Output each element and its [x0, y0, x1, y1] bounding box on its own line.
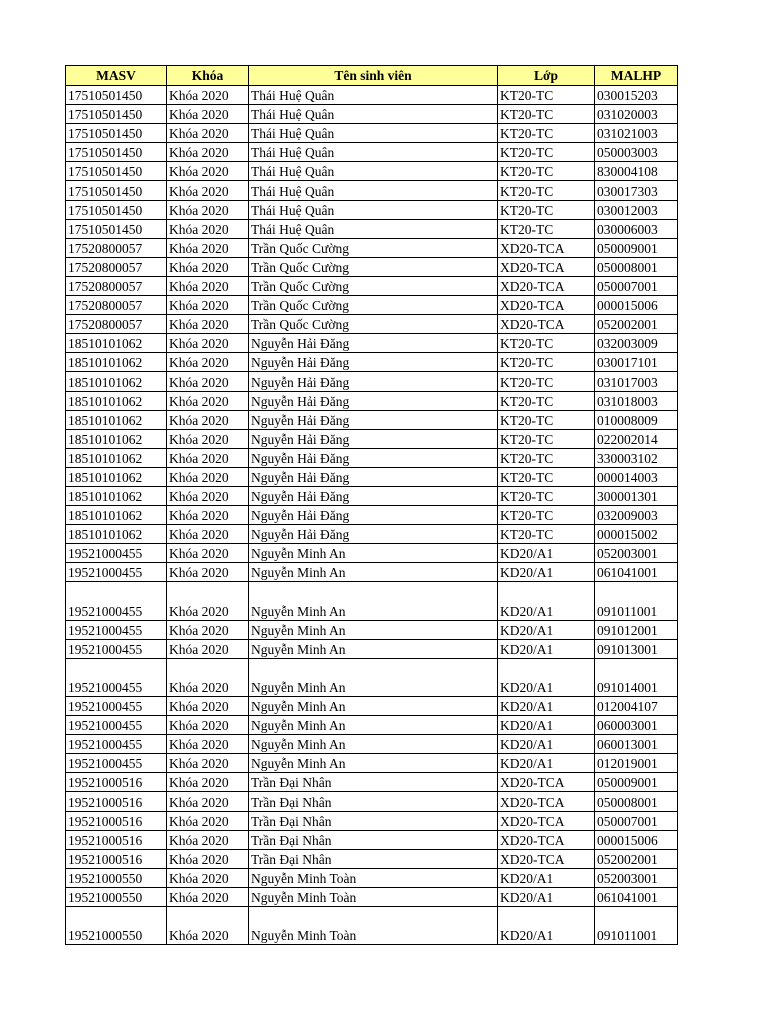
cell-ten-sinh-vien: Trần Quốc Cường: [249, 315, 498, 334]
table-row: [66, 372, 678, 391]
cell-khoa: Khóa 2020: [167, 907, 249, 945]
cell-lop: KT20-TC: [498, 391, 595, 410]
cell-masv: 19521000455: [66, 563, 167, 582]
cell-ten-sinh-vien: Trần Đại Nhân: [249, 811, 498, 830]
cell-masv: 19521000455: [66, 735, 167, 754]
cell-lop: XD20-TCA: [498, 276, 595, 295]
table-row: [66, 391, 678, 410]
cell-lop: KD20/A1: [498, 716, 595, 735]
table-header: [66, 66, 678, 86]
cell-lop: KT20-TC: [498, 334, 595, 353]
cell-lop: KD20/A1: [498, 563, 595, 582]
table-row: [66, 429, 678, 448]
cell-malhp: 061041001: [595, 563, 678, 582]
cell-malhp: 052002001: [595, 849, 678, 868]
cell-masv: 19521000516: [66, 773, 167, 792]
table-row: [66, 467, 678, 486]
cell-lop: KD20/A1: [498, 868, 595, 887]
cell-malhp: 000015002: [595, 525, 678, 544]
cell-khoa: Khóa 2020: [167, 257, 249, 276]
cell-ten-sinh-vien: Nguyễn Minh Toàn: [249, 887, 498, 906]
header-row: [66, 66, 678, 86]
cell-malhp: 091013001: [595, 639, 678, 658]
cell-lop: XD20-TCA: [498, 238, 595, 257]
cell-khoa: Khóa 2020: [167, 467, 249, 486]
cell-lop: XD20-TCA: [498, 830, 595, 849]
cell-masv: 19521000455: [66, 544, 167, 563]
cell-lop: KT20-TC: [498, 200, 595, 219]
table-row: [66, 830, 678, 849]
cell-malhp: 052003001: [595, 868, 678, 887]
cell-khoa: Khóa 2020: [167, 105, 249, 124]
cell-masv: 17520800057: [66, 296, 167, 315]
cell-khoa: Khóa 2020: [167, 296, 249, 315]
cell-ten-sinh-vien: Nguyễn Hải Đăng: [249, 525, 498, 544]
table-row: [66, 754, 678, 773]
cell-khoa: Khóa 2020: [167, 124, 249, 143]
cell-masv: 18510101062: [66, 486, 167, 505]
cell-lop: KD20/A1: [498, 658, 595, 696]
cell-ten-sinh-vien: Nguyễn Minh An: [249, 716, 498, 735]
table-row: [66, 334, 678, 353]
cell-masv: 19521000516: [66, 849, 167, 868]
table-row: [66, 697, 678, 716]
cell-ten-sinh-vien: Thái Huệ Quân: [249, 162, 498, 181]
table-row: [66, 887, 678, 906]
cell-lop: KT20-TC: [498, 105, 595, 124]
cell-masv: 18510101062: [66, 467, 167, 486]
cell-malhp: 050009001: [595, 238, 678, 257]
cell-ten-sinh-vien: Nguyễn Minh An: [249, 582, 498, 620]
table-row: [66, 448, 678, 467]
cell-masv: 19521000455: [66, 658, 167, 696]
cell-khoa: Khóa 2020: [167, 372, 249, 391]
cell-ten-sinh-vien: Trần Đại Nhân: [249, 773, 498, 792]
student-course-table: [65, 65, 678, 945]
cell-lop: KD20/A1: [498, 639, 595, 658]
cell-malhp: 031017003: [595, 372, 678, 391]
cell-malhp: 030017101: [595, 353, 678, 372]
cell-malhp: 000015006: [595, 296, 678, 315]
cell-masv: 19521000455: [66, 620, 167, 639]
cell-malhp: 030017303: [595, 181, 678, 200]
cell-masv: 18510101062: [66, 506, 167, 525]
cell-khoa: Khóa 2020: [167, 181, 249, 200]
cell-masv: 17510501450: [66, 219, 167, 238]
cell-khoa: Khóa 2020: [167, 162, 249, 181]
cell-malhp: 031018003: [595, 391, 678, 410]
cell-masv: 19521000455: [66, 754, 167, 773]
cell-malhp: 052003001: [595, 544, 678, 563]
cell-masv: 17520800057: [66, 238, 167, 257]
cell-ten-sinh-vien: Thái Huệ Quân: [249, 200, 498, 219]
cell-lop: KT20-TC: [498, 486, 595, 505]
cell-khoa: Khóa 2020: [167, 887, 249, 906]
cell-ten-sinh-vien: Nguyễn Hải Đăng: [249, 372, 498, 391]
cell-masv: 19521000455: [66, 716, 167, 735]
cell-ten-sinh-vien: Trần Quốc Cường: [249, 257, 498, 276]
cell-malhp: 010008009: [595, 410, 678, 429]
table-row: [66, 849, 678, 868]
table-row: [66, 410, 678, 429]
cell-ten-sinh-vien: Trần Đại Nhân: [249, 830, 498, 849]
cell-ten-sinh-vien: Nguyễn Hải Đăng: [249, 486, 498, 505]
cell-masv: 19521000455: [66, 639, 167, 658]
cell-lop: KT20-TC: [498, 467, 595, 486]
cell-ten-sinh-vien: Nguyễn Hải Đăng: [249, 429, 498, 448]
table-row: [66, 639, 678, 658]
cell-lop: KT20-TC: [498, 506, 595, 525]
cell-malhp: 330003102: [595, 448, 678, 467]
cell-khoa: Khóa 2020: [167, 563, 249, 582]
header-ten-sinh-vien: Tên sinh viên: [249, 66, 498, 86]
cell-lop: KT20-TC: [498, 143, 595, 162]
cell-ten-sinh-vien: Nguyễn Minh An: [249, 544, 498, 563]
cell-lop: KD20/A1: [498, 582, 595, 620]
cell-malhp: 060003001: [595, 716, 678, 735]
header-malhp: MALHP: [595, 66, 678, 86]
cell-masv: 17510501450: [66, 200, 167, 219]
cell-lop: KT20-TC: [498, 448, 595, 467]
cell-ten-sinh-vien: Nguyễn Hải Đăng: [249, 353, 498, 372]
cell-masv: 18510101062: [66, 334, 167, 353]
cell-khoa: Khóa 2020: [167, 238, 249, 257]
cell-khoa: Khóa 2020: [167, 849, 249, 868]
table-row: [66, 200, 678, 219]
cell-ten-sinh-vien: Trần Quốc Cường: [249, 276, 498, 295]
cell-malhp: 000015006: [595, 830, 678, 849]
cell-ten-sinh-vien: Nguyễn Hải Đăng: [249, 334, 498, 353]
table-row: [66, 105, 678, 124]
cell-masv: 17520800057: [66, 257, 167, 276]
cell-masv: 18510101062: [66, 410, 167, 429]
cell-malhp: 050008001: [595, 257, 678, 276]
cell-masv: 18510101062: [66, 448, 167, 467]
cell-malhp: 012004107: [595, 697, 678, 716]
cell-malhp: 050003003: [595, 143, 678, 162]
cell-malhp: 031020003: [595, 105, 678, 124]
cell-lop: KT20-TC: [498, 353, 595, 372]
cell-ten-sinh-vien: Nguyễn Minh An: [249, 735, 498, 754]
cell-malhp: 061041001: [595, 887, 678, 906]
cell-khoa: Khóa 2020: [167, 448, 249, 467]
cell-ten-sinh-vien: Trần Đại Nhân: [249, 849, 498, 868]
cell-malhp: 012019001: [595, 754, 678, 773]
table-row: [66, 296, 678, 315]
cell-masv: 18510101062: [66, 353, 167, 372]
cell-malhp: 091012001: [595, 620, 678, 639]
cell-khoa: Khóa 2020: [167, 716, 249, 735]
cell-malhp: 091014001: [595, 658, 678, 696]
cell-khoa: Khóa 2020: [167, 525, 249, 544]
cell-ten-sinh-vien: Nguyễn Minh Toàn: [249, 907, 498, 945]
cell-masv: 18510101062: [66, 429, 167, 448]
cell-ten-sinh-vien: Nguyễn Hải Đăng: [249, 391, 498, 410]
cell-khoa: Khóa 2020: [167, 486, 249, 505]
cell-masv: 17510501450: [66, 143, 167, 162]
table-row: [66, 563, 678, 582]
cell-malhp: 050008001: [595, 792, 678, 811]
cell-malhp: 050007001: [595, 276, 678, 295]
cell-lop: KD20/A1: [498, 620, 595, 639]
cell-khoa: Khóa 2020: [167, 811, 249, 830]
cell-lop: KT20-TC: [498, 86, 595, 105]
cell-masv: 19521000516: [66, 792, 167, 811]
table-row: [66, 868, 678, 887]
cell-masv: 19521000550: [66, 887, 167, 906]
table-row: [66, 257, 678, 276]
cell-ten-sinh-vien: Nguyễn Minh An: [249, 697, 498, 716]
cell-lop: XD20-TCA: [498, 773, 595, 792]
cell-ten-sinh-vien: Nguyễn Hải Đăng: [249, 506, 498, 525]
table-row: [66, 525, 678, 544]
header-lop: Lớp: [498, 66, 595, 86]
cell-masv: 18510101062: [66, 391, 167, 410]
table-row: [66, 276, 678, 295]
cell-malhp: 091011001: [595, 907, 678, 945]
table-row: [66, 544, 678, 563]
cell-khoa: Khóa 2020: [167, 315, 249, 334]
cell-lop: KT20-TC: [498, 410, 595, 429]
table-row: [66, 735, 678, 754]
cell-khoa: Khóa 2020: [167, 200, 249, 219]
cell-masv: 17510501450: [66, 181, 167, 200]
table-row: [66, 219, 678, 238]
cell-ten-sinh-vien: Trần Quốc Cường: [249, 238, 498, 257]
cell-lop: KD20/A1: [498, 907, 595, 945]
cell-malhp: 031021003: [595, 124, 678, 143]
table-row: [66, 181, 678, 200]
cell-lop: KD20/A1: [498, 697, 595, 716]
cell-lop: KD20/A1: [498, 544, 595, 563]
cell-khoa: Khóa 2020: [167, 410, 249, 429]
cell-khoa: Khóa 2020: [167, 735, 249, 754]
cell-khoa: Khóa 2020: [167, 544, 249, 563]
cell-ten-sinh-vien: Nguyễn Minh An: [249, 658, 498, 696]
cell-khoa: Khóa 2020: [167, 773, 249, 792]
cell-malhp: 032009003: [595, 506, 678, 525]
cell-lop: XD20-TCA: [498, 257, 595, 276]
table-row: [66, 124, 678, 143]
cell-lop: KT20-TC: [498, 162, 595, 181]
cell-lop: KD20/A1: [498, 887, 595, 906]
cell-masv: 17520800057: [66, 315, 167, 334]
cell-ten-sinh-vien: Nguyễn Minh An: [249, 639, 498, 658]
table-row: [66, 811, 678, 830]
cell-khoa: Khóa 2020: [167, 830, 249, 849]
cell-khoa: Khóa 2020: [167, 639, 249, 658]
cell-masv: 17520800057: [66, 276, 167, 295]
cell-khoa: Khóa 2020: [167, 219, 249, 238]
cell-masv: 17510501450: [66, 105, 167, 124]
table-row: [66, 716, 678, 735]
table-row: [66, 86, 678, 105]
cell-lop: KT20-TC: [498, 181, 595, 200]
cell-ten-sinh-vien: Nguyễn Minh An: [249, 563, 498, 582]
cell-khoa: Khóa 2020: [167, 276, 249, 295]
table-row: [66, 582, 678, 620]
table-row: [66, 658, 678, 696]
cell-khoa: Khóa 2020: [167, 754, 249, 773]
cell-lop: XD20-TCA: [498, 811, 595, 830]
cell-khoa: Khóa 2020: [167, 620, 249, 639]
cell-khoa: Khóa 2020: [167, 353, 249, 372]
table-row: [66, 486, 678, 505]
cell-lop: KT20-TC: [498, 219, 595, 238]
cell-malhp: 022002014: [595, 429, 678, 448]
cell-ten-sinh-vien: Nguyễn Hải Đăng: [249, 467, 498, 486]
cell-malhp: 000014003: [595, 467, 678, 486]
cell-malhp: 030006003: [595, 219, 678, 238]
cell-lop: XD20-TCA: [498, 849, 595, 868]
cell-ten-sinh-vien: Thái Huệ Quân: [249, 124, 498, 143]
cell-ten-sinh-vien: Nguyễn Hải Đăng: [249, 410, 498, 429]
cell-lop: KT20-TC: [498, 124, 595, 143]
cell-masv: 19521000455: [66, 582, 167, 620]
cell-lop: KT20-TC: [498, 525, 595, 544]
cell-ten-sinh-vien: Nguyễn Hải Đăng: [249, 448, 498, 467]
cell-masv: 19521000550: [66, 868, 167, 887]
cell-masv: 17510501450: [66, 162, 167, 181]
cell-ten-sinh-vien: Thái Huệ Quân: [249, 143, 498, 162]
cell-ten-sinh-vien: Thái Huệ Quân: [249, 86, 498, 105]
cell-khoa: Khóa 2020: [167, 86, 249, 105]
cell-masv: 19521000455: [66, 697, 167, 716]
cell-masv: 19521000516: [66, 830, 167, 849]
cell-ten-sinh-vien: Nguyễn Minh Toàn: [249, 868, 498, 887]
cell-khoa: Khóa 2020: [167, 658, 249, 696]
cell-ten-sinh-vien: Thái Huệ Quân: [249, 181, 498, 200]
header-khoa: Khóa: [167, 66, 249, 86]
table-row: [66, 143, 678, 162]
table-row: [66, 315, 678, 334]
cell-malhp: 300001301: [595, 486, 678, 505]
cell-khoa: Khóa 2020: [167, 868, 249, 887]
header-masv: MASV: [66, 66, 167, 86]
cell-masv: 19521000516: [66, 811, 167, 830]
cell-khoa: Khóa 2020: [167, 391, 249, 410]
cell-ten-sinh-vien: Thái Huệ Quân: [249, 105, 498, 124]
cell-malhp: 052002001: [595, 315, 678, 334]
table-row: [66, 792, 678, 811]
cell-malhp: 032003009: [595, 334, 678, 353]
cell-masv: 18510101062: [66, 525, 167, 544]
cell-khoa: Khóa 2020: [167, 792, 249, 811]
cell-masv: 19521000550: [66, 907, 167, 945]
cell-lop: KT20-TC: [498, 429, 595, 448]
cell-khoa: Khóa 2020: [167, 143, 249, 162]
cell-malhp: 050007001: [595, 811, 678, 830]
table-row: [66, 907, 678, 945]
cell-khoa: Khóa 2020: [167, 334, 249, 353]
cell-lop: XD20-TCA: [498, 792, 595, 811]
cell-malhp: 830004108: [595, 162, 678, 181]
cell-lop: XD20-TCA: [498, 296, 595, 315]
table-row: [66, 238, 678, 257]
table-row: [66, 506, 678, 525]
cell-khoa: Khóa 2020: [167, 697, 249, 716]
cell-ten-sinh-vien: Nguyễn Minh An: [249, 620, 498, 639]
table-row: [66, 353, 678, 372]
cell-ten-sinh-vien: Trần Quốc Cường: [249, 296, 498, 315]
cell-khoa: Khóa 2020: [167, 506, 249, 525]
cell-ten-sinh-vien: Thái Huệ Quân: [249, 219, 498, 238]
cell-malhp: 050009001: [595, 773, 678, 792]
cell-malhp: 091011001: [595, 582, 678, 620]
table-row: [66, 162, 678, 181]
cell-masv: 18510101062: [66, 372, 167, 391]
cell-khoa: Khóa 2020: [167, 429, 249, 448]
cell-malhp: 030012003: [595, 200, 678, 219]
cell-malhp: 030015203: [595, 86, 678, 105]
cell-lop: XD20-TCA: [498, 315, 595, 334]
cell-masv: 17510501450: [66, 86, 167, 105]
cell-malhp: 060013001: [595, 735, 678, 754]
cell-lop: KD20/A1: [498, 754, 595, 773]
table-row: [66, 773, 678, 792]
cell-khoa: Khóa 2020: [167, 582, 249, 620]
cell-lop: KT20-TC: [498, 372, 595, 391]
cell-ten-sinh-vien: Nguyễn Minh An: [249, 754, 498, 773]
table-row: [66, 620, 678, 639]
cell-masv: 17510501450: [66, 124, 167, 143]
cell-lop: KD20/A1: [498, 735, 595, 754]
table-body: [66, 86, 678, 945]
cell-ten-sinh-vien: Trần Đại Nhân: [249, 792, 498, 811]
